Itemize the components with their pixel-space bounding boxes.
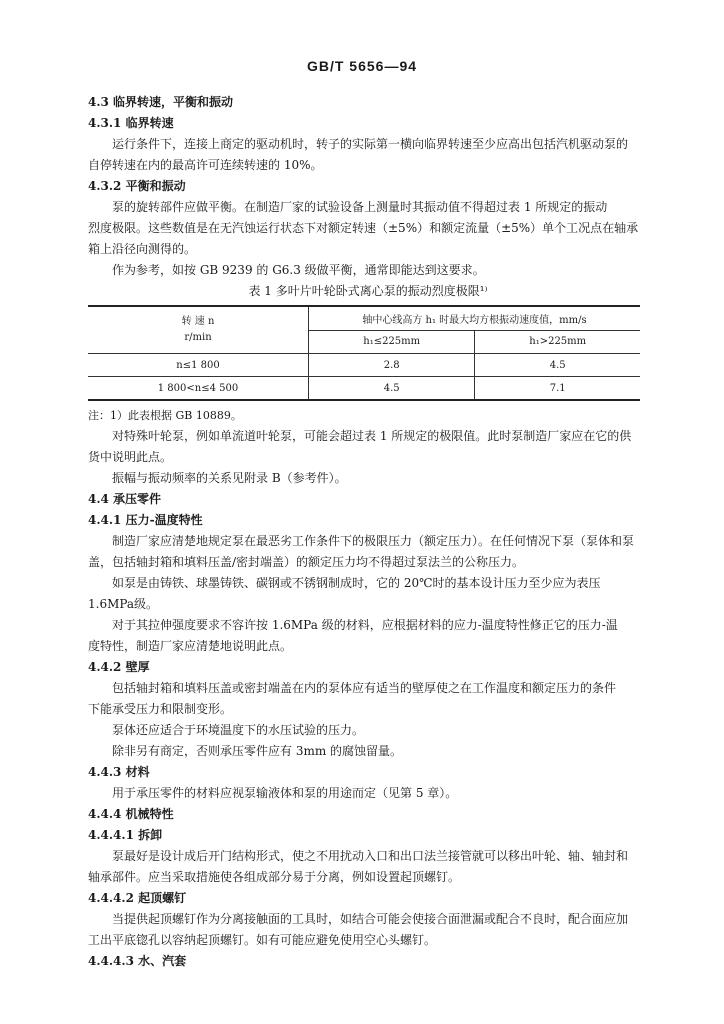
table-note: 注：1）此表根据 GB 10889。 [88,409,242,422]
paragraph-line: 下能承受压力和限制变形。 [88,702,233,716]
paragraph-line: 度特性，制造厂家应清楚地说明此点。 [88,639,293,653]
row1-value-1: 2.8 [309,354,475,377]
section-heading: 4.3.1 临界转速 [88,116,174,130]
paragraph-line: 运行条件下，连接上商定的驱动机时，转子的实际第一横向临界转速至少应高出包括汽机驱动泵的 [112,137,629,151]
col-header-h1-gt-225: h₁>225mm [475,330,640,354]
section-heading: 4.3 临界转速，平衡和振动 [88,95,234,109]
row1-value-2: 4.5 [475,354,640,377]
section-heading: 4.4.3 材料 [88,765,150,779]
section-heading: 4.3.2 平衡和振动 [88,179,186,193]
paragraph-line: 作为参考，如按 GB 9239 的 G6.3 级做平衡，通常即能达到这要求。 [112,263,485,277]
document-body [88,92,648,972]
paragraph-line: 工出平底锪孔以容纳起顶螺钉。如有可能应避免使用空心头螺钉。 [88,933,437,947]
section-heading: 4.4 承压零件 [88,492,162,506]
section-heading: 4.4.4.2 起顶螺钉 [88,891,187,905]
section-heading: 4.4.4 机械特性 [88,807,174,821]
vibration-limit-table [88,305,640,401]
paragraph-line: 货中说明此点。 [88,450,173,464]
paragraph-line: 泵的旋转部件应做平衡。在制造厂家的试验设备上测量时其振动值不得超过表 1 所规定的振动 [112,200,608,214]
paragraph-line: 轴承部件。应当采取措施使各组成部分易于分离，例如设置起顶螺钉。 [88,870,461,884]
section-heading: 4.4.2 壁厚 [88,660,150,674]
paragraph-line: 烈度极限。这些数值是在无汽蚀运行状态下对额定转速（±5%）和额定流量（±5%）单个工况点在轴承 [88,221,639,235]
row2-speed: 1 800<n≤4 500 [88,377,309,401]
section-heading: 4.4.4.1 拆卸 [88,828,163,842]
paragraph-line: 1.6MPa级。 [88,597,159,611]
speed-header-cell [88,306,309,354]
group-header: 轴中心线高方 h₁ 时最大均方根振动速度值，mm/s [309,306,641,330]
speed-label: 转 速 n [181,316,215,327]
page-header: GB/T 5656—94 [306,58,418,74]
paragraph-line: 用于承压零件的材料应视泵输液体和泵的用途而定（见第 5 章）。 [112,786,458,800]
paragraph-line: 泵最好是设计成后开门结构形式，使之不用扰动入口和出口法兰接管就可以移出叶轮、轴、轴封和 [112,849,629,863]
section-heading: 4.4.1 压力-温度特性 [88,513,203,527]
paragraph-line: 自停转速在内的最高许可连续转速的 10%。 [88,158,323,172]
speed-unit: r/min [184,332,212,343]
paragraph-line: 除非另有商定，否则承压零件应有 3mm 的腐蚀留量。 [112,744,403,758]
col-header-h1-le-225: h₁≤225mm [309,330,475,354]
section-heading: 4.4.4.3 水、汽套 [88,954,187,968]
row2-value-1: 4.5 [309,377,475,401]
paragraph-line: 对特殊叶轮泵，例如单流道叶轮泵，可能会超过表 1 所规定的极限值。此时泵制造厂家应在它的供 [112,429,632,443]
row2-value-2: 7.1 [475,377,640,401]
paragraph-line: 如泵是由铸铁、球墨铸铁、碳钢或不锈钢制成时，它的 20℃时的基本设计压力至少应为表压 [112,576,601,590]
section-4-4 [88,426,648,972]
section-4-3 [88,92,648,281]
paragraph-line: 对于其拉伸强度要求不容许按 1.6MPa 级的材料，应根据材料的应力-温度特性修正它的压力-温 [112,618,618,632]
paragraph-line: 盖，包括轴封箱和填料压盖/密封端盖）的额定压力均不得超过泵法兰的公称压力。 [88,555,525,569]
paragraph-line: 泵体还应适合于环境温度下的水压试验的压力。 [112,723,365,737]
paragraph-line: 包括轴封箱和填料压盖或密封端盖在内的泵体应有适当的壁厚使之在工作温度和额定压力的条件 [112,681,617,695]
paragraph-line: 当提供起顶螺钉作为分离接触面的工具时，如结合可能会使接合面泄漏或配合不良时，配合面应加 [112,912,629,926]
paragraph-line: 制造厂家应清楚地规定泵在最恶劣工作条件下的极限压力（额定压力）。在任何情况下泵（泵体和泵 [112,534,635,548]
paragraph-line: 箱上沿径向测得的。 [88,242,197,256]
row1-speed: n≤1 800 [88,354,309,377]
table-caption: 表 1 多叶片叶轮卧式离心泵的振动烈度极限¹⁾ [248,284,488,298]
paragraph-line: 振幅与振动频率的关系见附录 B（参考件）。 [112,471,347,485]
